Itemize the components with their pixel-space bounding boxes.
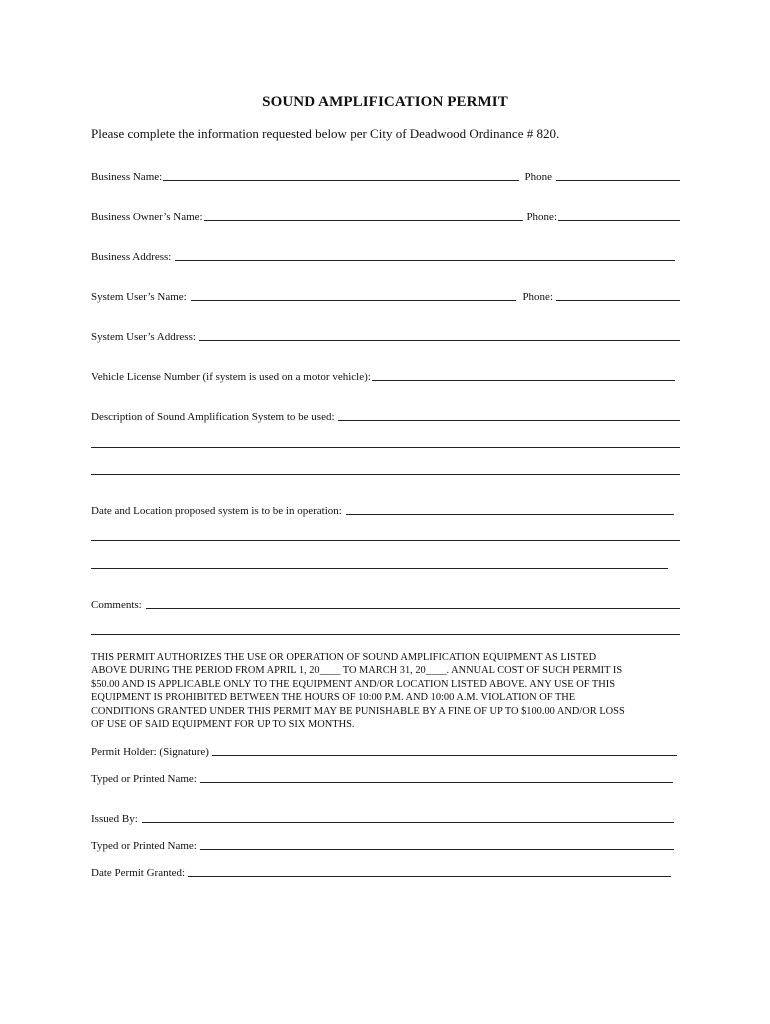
typed-name-1-label: Typed or Printed Name: bbox=[91, 773, 197, 785]
system-user-address-label: System User’s Address: bbox=[91, 331, 196, 343]
date-location-label: Date and Location proposed system is to be in operation: bbox=[91, 505, 342, 517]
typed-name-2-field[interactable] bbox=[200, 848, 674, 850]
comments-field[interactable] bbox=[146, 607, 680, 609]
description-label: Description of Sound Amplification System to be used: bbox=[91, 411, 335, 423]
business-name-label: Business Name: bbox=[91, 171, 163, 183]
phone-label: Phone bbox=[524, 171, 552, 183]
business-address-field[interactable] bbox=[175, 259, 675, 261]
owner-phone-field[interactable] bbox=[558, 219, 680, 221]
business-phone-field[interactable] bbox=[556, 179, 680, 181]
owner-name-row bbox=[91, 208, 680, 224]
intro-text: Please complete the information requested below per City of Deadwood Ordinance # 820. bbox=[91, 126, 560, 141]
notice-line: EQUIPMENT IS PROHIBITED BETWEEN THE HOURS OF 10:00 P.M. AND 10:00 A.M. VIOLATION OF THE bbox=[91, 692, 576, 704]
date-location-line-3[interactable] bbox=[91, 568, 668, 569]
business-name-row bbox=[91, 168, 680, 184]
date-granted-row bbox=[91, 864, 680, 880]
vehicle-license-row bbox=[91, 368, 680, 384]
owner-phone-label: Phone: bbox=[526, 211, 557, 223]
typed-name-1-row bbox=[91, 770, 680, 786]
business-name-field[interactable] bbox=[163, 179, 518, 181]
issued-by-label: Issued By: bbox=[91, 813, 138, 825]
business-address-row bbox=[91, 248, 680, 264]
notice-line: OF USE OF SAID EQUIPMENT FOR UP TO SIX MONTHS. bbox=[91, 719, 355, 731]
business-address-label: Business Address: bbox=[91, 251, 172, 263]
vehicle-license-field[interactable] bbox=[372, 379, 675, 381]
notice-line: ABOVE DURING THE PERIOD FROM APRIL 1, 20____ TO MARCH 31, 20____. ANNUAL COST OF SUCH PERMIT IS bbox=[91, 665, 623, 677]
date-granted-label: Date Permit Granted: bbox=[91, 867, 186, 879]
comments-line-2[interactable] bbox=[91, 634, 680, 635]
date-location-field[interactable] bbox=[346, 513, 674, 515]
description-line-3[interactable] bbox=[91, 474, 680, 475]
description-field[interactable] bbox=[338, 419, 680, 421]
description-line-2[interactable] bbox=[91, 447, 680, 448]
permit-holder-signature-field[interactable] bbox=[212, 754, 677, 756]
issued-by-row bbox=[91, 810, 680, 826]
owner-name-label: Business Owner’s Name: bbox=[91, 211, 203, 223]
owner-name-field[interactable] bbox=[204, 219, 524, 221]
permit-holder-label: Permit Holder: (Signature) bbox=[91, 746, 209, 758]
date-location-line-2[interactable] bbox=[91, 540, 680, 541]
notice-line: $50.00 AND IS APPLICABLE ONLY TO THE EQUIPMENT AND/OR LOCATION LISTED ABOVE. ANY USE OF THIS bbox=[91, 678, 615, 690]
permit-holder-row bbox=[91, 743, 680, 759]
date-location-row bbox=[91, 502, 680, 518]
description-row bbox=[91, 408, 680, 424]
issued-by-field[interactable] bbox=[142, 821, 674, 823]
vehicle-license-label: Vehicle License Number (if system is used on a motor vehicle): bbox=[91, 371, 371, 383]
typed-name-2-row bbox=[91, 837, 680, 853]
notice-line: THIS PERMIT AUTHORIZES THE USE OR OPERATION OF SOUND AMPLIFICATION EQUIPMENT AS LISTED bbox=[91, 652, 597, 663]
typed-name-2-label: Typed or Printed Name: bbox=[91, 840, 197, 852]
system-user-phone-field[interactable] bbox=[556, 299, 680, 301]
system-user-name-row bbox=[91, 288, 680, 304]
notice-line: CONDITIONS GRANTED UNDER THIS PERMIT MAY BE PUNISHABLE BY A FINE OF UP TO $100.00 AND/OR LOSS bbox=[91, 705, 625, 717]
system-user-name-label: System User’s Name: bbox=[91, 291, 187, 303]
typed-name-1-field[interactable] bbox=[200, 781, 673, 783]
page-title: SOUND AMPLIFICATION PERMIT bbox=[262, 94, 508, 110]
permit-notice bbox=[91, 651, 691, 731]
system-user-address-field[interactable] bbox=[199, 339, 680, 341]
system-user-phone-label: Phone: bbox=[522, 291, 553, 303]
comments-label: Comments: bbox=[91, 599, 142, 611]
system-user-name-field[interactable] bbox=[191, 299, 517, 301]
comments-row bbox=[91, 596, 680, 612]
date-granted-field[interactable] bbox=[188, 875, 671, 877]
system-user-address-row bbox=[91, 328, 680, 344]
